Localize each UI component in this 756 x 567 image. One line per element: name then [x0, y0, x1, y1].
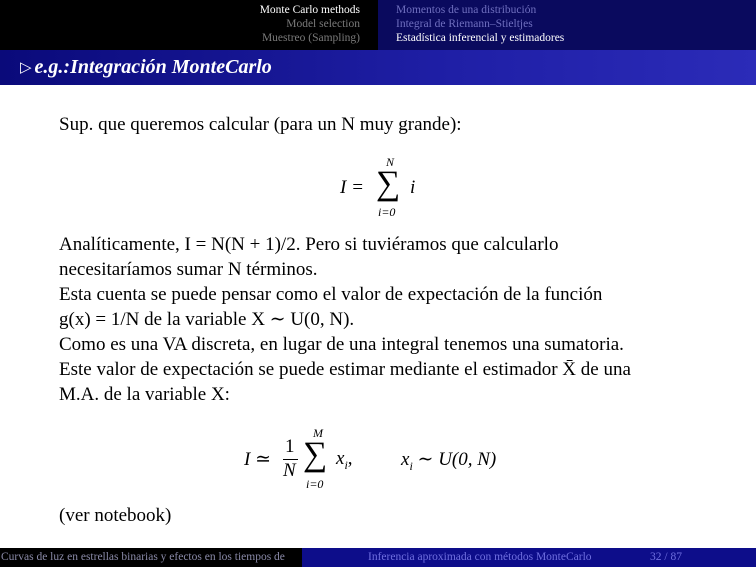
eq2-term: $x_i$,	[336, 448, 353, 472]
nav-section-model-selection[interactable]: Model selection	[286, 18, 360, 30]
eq1-upper-limit: N	[386, 155, 395, 169]
eq1-lower-limit: i=0	[378, 205, 396, 219]
nav-subsection-estadistica[interactable]: Estadística inferencial y estimadores	[396, 32, 565, 44]
paragraph-expectation: Esta cuenta se puede pensar como el valor de expectación de la función	[59, 284, 603, 305]
footer-page-number: 32 / 87	[650, 551, 682, 563]
frame-title-bar	[0, 50, 756, 85]
sigma-icon: ∑	[303, 436, 328, 473]
eq2-term-subscript: i	[344, 457, 348, 472]
sigma-icon: ∑	[376, 165, 401, 202]
eq2-rhs-subscript: i	[409, 458, 413, 473]
eq2-lhs: I ≃	[244, 449, 271, 470]
eq2-upper-limit: M	[313, 426, 323, 440]
nav-subsection-riemann[interactable]: Integral de Riemann–Stieltjes	[396, 18, 533, 30]
paragraph-ma: M.A. de la variable X:	[59, 384, 230, 405]
footer-bar	[0, 548, 756, 567]
paragraph-function: g(x) = 1/N de la variable X ∼ U(0, N).	[59, 309, 355, 330]
eq2-rhs-var: x	[401, 449, 410, 470]
section-navigation	[0, 0, 378, 50]
subsection-navigation	[378, 0, 756, 50]
top-navigation	[0, 0, 756, 50]
nav-section-muestreo[interactable]: Muestreo (Sampling)	[261, 32, 360, 44]
eq2-comma: ,	[347, 448, 353, 469]
eq2-rhs-dist: ∼ U(0, N)	[417, 449, 497, 470]
paragraph-estimator: Este valor de expectación se puede estimar mediante el estimador X̄ de una	[59, 359, 631, 380]
nav-section-monte-carlo[interactable]: Monte Carlo methods	[259, 4, 360, 16]
footer-right	[302, 548, 756, 567]
footer-author-title: Curvas de luz en estrellas binarias y efectos en los tiempos de	[0, 548, 302, 567]
paragraph-discrete: Como es una VA discreta, en lugar de una integral tenemos una sumatoria.	[59, 334, 624, 355]
triangle-marker-icon: ▷	[20, 60, 32, 76]
equation-montecarlo-estimate	[244, 424, 524, 496]
paragraph-intro: Sup. que queremos calcular (para un N muy grande):	[59, 114, 462, 135]
equation-sum-i	[340, 155, 460, 225]
frame-title: e.g.:Integración MonteCarlo	[34, 56, 272, 78]
eq2-fraction-numerator: 1	[285, 436, 295, 457]
eq1-term: i	[410, 177, 416, 198]
eq2-lower-limit: i=0	[306, 477, 324, 491]
paragraph-notebook: (ver notebook)	[59, 505, 172, 526]
paragraph-terms: necesitaríamos sumar N términos.	[59, 259, 318, 280]
footer-presentation-title: Inferencia aproximada con métodos MonteCarlo	[368, 551, 592, 563]
eq2-fraction-denominator: N	[283, 460, 296, 481]
eq2-rhs	[401, 448, 496, 474]
nav-subsection-momentos[interactable]: Momentos de una distribución	[396, 4, 537, 16]
paragraph-analytic: Analíticamente, I = N(N + 1)/2. Pero si tuviéramos que calcularlo	[59, 234, 559, 255]
eq1-lhs: I =	[340, 177, 364, 198]
